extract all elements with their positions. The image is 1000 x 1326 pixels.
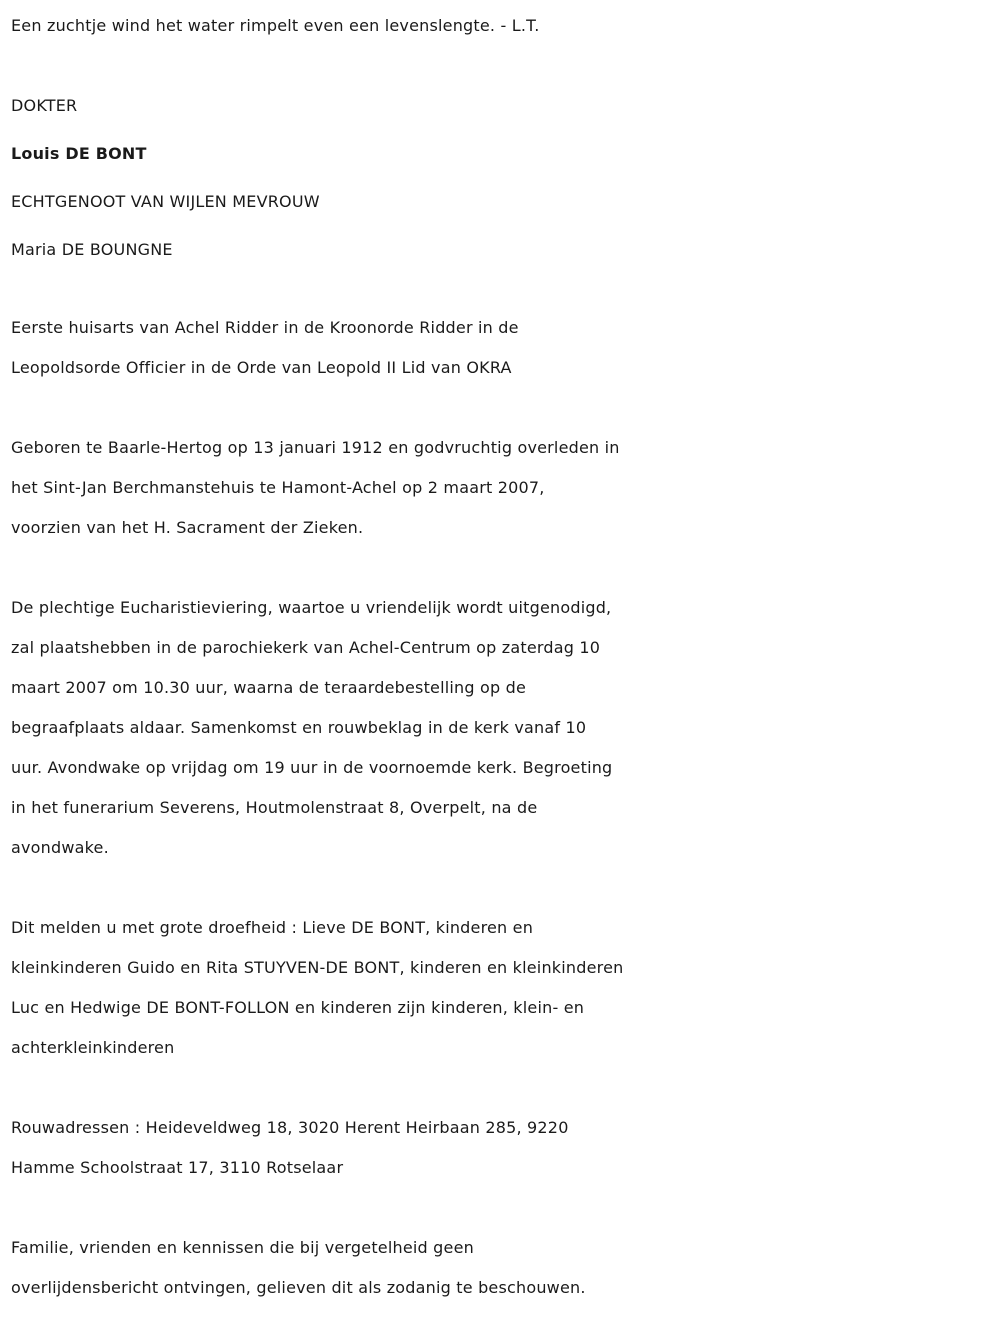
announcement-line: Luc en Hedwige DE BONT-FOLLON en kinderen zijn kinderen, klein- en (11, 998, 585, 1017)
honors-line: Eerste huisarts van Achel Ridder in de Kroonorde Ridder in de (11, 318, 519, 337)
birth-death-paragraph (11, 428, 996, 548)
announcement-line: kleinkinderen Guido en Rita STUYVEN-DE BONT, kinderen en kleinkinderen (11, 958, 624, 977)
title-text: DOKTER (11, 96, 78, 115)
motto-text: Een zuchtje wind het water rimpelt even een levenslengte. - L.T. (11, 16, 540, 35)
addresses-line: Rouwadressen : Heideveldweg 18, 3020 Herent Heirbaan 285, 9220 (11, 1118, 569, 1137)
ceremony-line: maart 2007 om 10.30 uur, waarna de teraardebestelling op de (11, 678, 527, 697)
closing-line: overlijdensbericht ontvingen, gelieven dit als zodanig te beschouwen. (11, 1278, 586, 1297)
ceremony-line: avondwake. (11, 838, 109, 857)
closing-paragraph (11, 1228, 996, 1308)
birth-death-line: Geboren te Baarle-Hertog op 13 januari 1912 en godvruchtig overleden in (11, 438, 620, 457)
birth-death-line: voorzien van het H. Sacrament der Zieken. (11, 518, 364, 537)
honors-line: Leopoldsorde Officier in de Orde van Leopold II Lid van OKRA (11, 358, 512, 377)
obituary-notice (11, 0, 996, 1308)
honors-paragraph (11, 308, 996, 388)
addresses-paragraph (11, 1108, 996, 1188)
announcement-line: Dit melden u met grote droefheid : Lieve DE BONT, kinderen en (11, 918, 534, 937)
closing-line: Familie, vrienden en kennissen die bij vergetelheid geen (11, 1238, 474, 1257)
ceremony-line: De plechtige Eucharistieviering, waartoe u vriendelijk wordt uitgenodigd, (11, 598, 612, 617)
ceremony-line: zal plaatshebben in de parochiekerk van Achel-Centrum op zaterdag 10 (11, 638, 601, 657)
relation-text: ECHTGENOOT VAN WIJLEN MEVROUW (11, 192, 320, 211)
addresses-line: Hamme Schoolstraat 17, 3110 Rotselaar (11, 1158, 344, 1177)
ceremony-line: begraafplaats aldaar. Samenkomst en rouwbeklag in de kerk vanaf 10 (11, 718, 587, 737)
deceased-name: Louis DE BONT (11, 144, 147, 163)
announcement-line: achterkleinkinderen (11, 1038, 175, 1057)
ceremony-line: in het funerarium Severens, Houtmolenstraat 8, Overpelt, na de (11, 798, 538, 817)
birth-death-line: het Sint-Jan Berchmanstehuis te Hamont-Achel op 2 maart 2007, (11, 478, 545, 497)
ceremony-line: uur. Avondwake op vrijdag om 19 uur in de voornoemde kerk. Begroeting (11, 758, 613, 777)
ceremony-paragraph (11, 588, 996, 868)
spouse-name: Maria DE BOUNGNE (11, 240, 173, 259)
announcement-paragraph (11, 908, 996, 1068)
